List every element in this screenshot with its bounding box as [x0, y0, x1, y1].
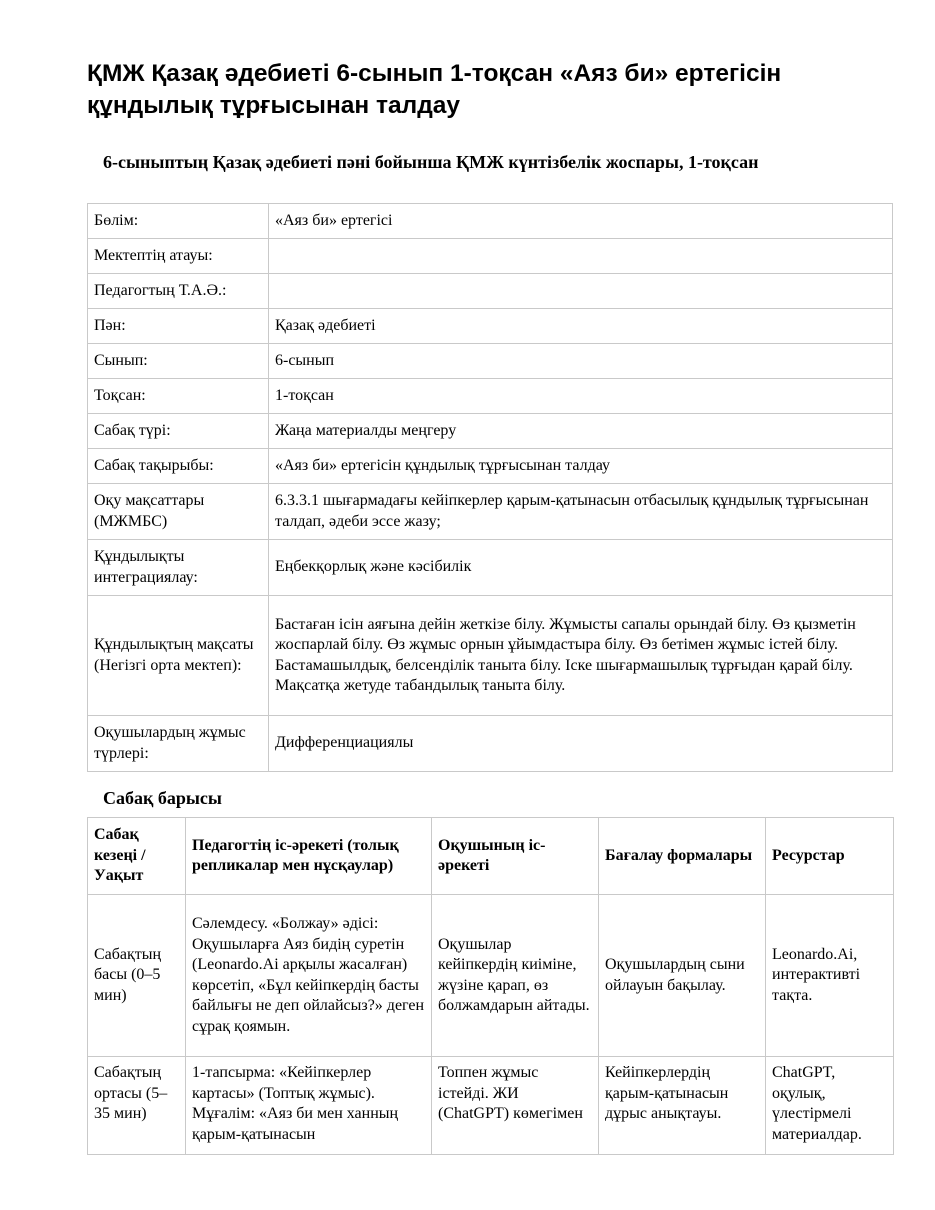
- table-cell: Топпен жұмыс істейді. ЖИ (ChatGPT) көмегімен: [432, 1057, 599, 1155]
- info-value: [269, 274, 893, 309]
- info-label: Педагогтың Т.А.Ә.:: [88, 274, 269, 309]
- table-cell: 1-тапсырма: «Кейіпкерлер картасы» (Топтық жұмыс). Мұғалім: «Аяз би мен ханның қарым-қатынасын: [186, 1057, 432, 1155]
- info-value: 6.3.3.1 шығармадағы кейіпкерлер қарым-қатынасын отбасылық құндылық тұрғысынан талдап, әдеби эссе жазу;: [269, 484, 893, 540]
- table-cell: Сабақтың ортасы (5–35 мин): [88, 1057, 186, 1155]
- table-cell: Оқушылар кейіпкердің киіміне, жүзіне қарап, өз болжамдарын айтады.: [432, 895, 599, 1057]
- table-cell: Сәлемдесу. «Болжау» әдісі: Оқушыларға Аяз бидің суретін (Leonardo.Ai арқылы жасалған) көрсетіп, «Бұл кейіпкердің басты байлығы не деп ойлайсыз?» деген сұрақ қоямын.: [186, 895, 432, 1057]
- column-header: Бағалау формалары: [599, 818, 766, 895]
- info-value: «Аяз би» ертегісін құндылық тұрғысынан талдау: [269, 449, 893, 484]
- column-header: Сабақ кезеңі / Уақыт: [88, 818, 186, 895]
- table-row: [88, 449, 893, 484]
- table-row: [88, 274, 893, 309]
- info-label: Бөлім:: [88, 204, 269, 239]
- info-value: Дифференциациялы: [269, 716, 893, 772]
- info-label: Мектептің атауы:: [88, 239, 269, 274]
- table-cell: Leonardo.Ai, интерактивті тақта.: [766, 895, 894, 1057]
- info-label: Тоқсан:: [88, 379, 269, 414]
- info-label: Сабақ түрі:: [88, 414, 269, 449]
- info-value: «Аяз би» ертегісі: [269, 204, 893, 239]
- info-label: Сынып:: [88, 344, 269, 379]
- table-cell: ChatGPT, оқулық, үлестірмелі материалдар.: [766, 1057, 894, 1155]
- table-row: [88, 596, 893, 716]
- lesson-progress-table: [87, 817, 894, 1155]
- column-header: Педагогтің іс-әрекеті (толық репликалар мен нұсқаулар): [186, 818, 432, 895]
- table-row: [88, 716, 893, 772]
- table-row: [88, 379, 893, 414]
- table-cell: Кейіпкерлердің қарым-қатынасын дұрыс анықтауы.: [599, 1057, 766, 1155]
- table-row: [88, 484, 893, 540]
- info-value: Қазақ әдебиеті: [269, 309, 893, 344]
- table-row: [88, 414, 893, 449]
- table-row: [88, 239, 893, 274]
- table-cell: Сабақтың басы (0–5 мин): [88, 895, 186, 1057]
- info-label: Оқу мақсаттары (МЖМБС): [88, 484, 269, 540]
- info-value: Жаңа материалды меңгеру: [269, 414, 893, 449]
- info-value: 6-сынып: [269, 344, 893, 379]
- document-title: ҚМЖ Қазақ әдебиеті 6-сынып 1-тоқсан «Аяз би» ертегісін құндылық тұрғысынан талдау: [87, 60, 782, 119]
- table-row: [88, 309, 893, 344]
- info-label: Құндылықты интеграциялау:: [88, 540, 269, 596]
- info-label: Оқушылардың жұмыс түрлері:: [88, 716, 269, 772]
- column-header: Оқушының іс-әрекеті: [432, 818, 599, 895]
- info-value: Еңбекқорлық және кәсібилік: [269, 540, 893, 596]
- info-value: 1-тоқсан: [269, 379, 893, 414]
- table-row: [88, 344, 893, 379]
- table-header-row: [88, 818, 894, 895]
- info-label: Сабақ тақырыбы:: [88, 449, 269, 484]
- plan-heading: 6-сыныптың Қазақ әдебиеті пәні бойынша ҚМЖ күнтізбелік жоспары, 1-тоқсан: [103, 152, 759, 172]
- table-row: [88, 540, 893, 596]
- info-value: [269, 239, 893, 274]
- table-cell: Оқушылардың сыни ойлауын бақылау.: [599, 895, 766, 1057]
- lesson-info-table: [87, 203, 893, 772]
- column-header: Ресурстар: [766, 818, 894, 895]
- info-label: Пән:: [88, 309, 269, 344]
- table-row: [88, 204, 893, 239]
- info-label: Құндылықтың мақсаты (Негізгі орта мектеп):: [88, 596, 269, 716]
- table-row: [88, 1057, 894, 1155]
- table-row: [88, 895, 894, 1057]
- progress-heading: Сабақ барысы: [103, 788, 222, 808]
- info-value: Бастаған ісін аяғына дейін жеткізе білу. Жұмысты сапалы орындай білу. Өз қызметін жоспарлай білу. Өз жұмыс орнын ұйымдастыра білу. Өз бетімен жұмыс істей білу. Бастамашылдық, белсенділік таныта білу. Іске шығармашылық тұрғыдан қарай білу. Мақсатқа жетуде табандылық таныта білу.: [269, 596, 893, 716]
